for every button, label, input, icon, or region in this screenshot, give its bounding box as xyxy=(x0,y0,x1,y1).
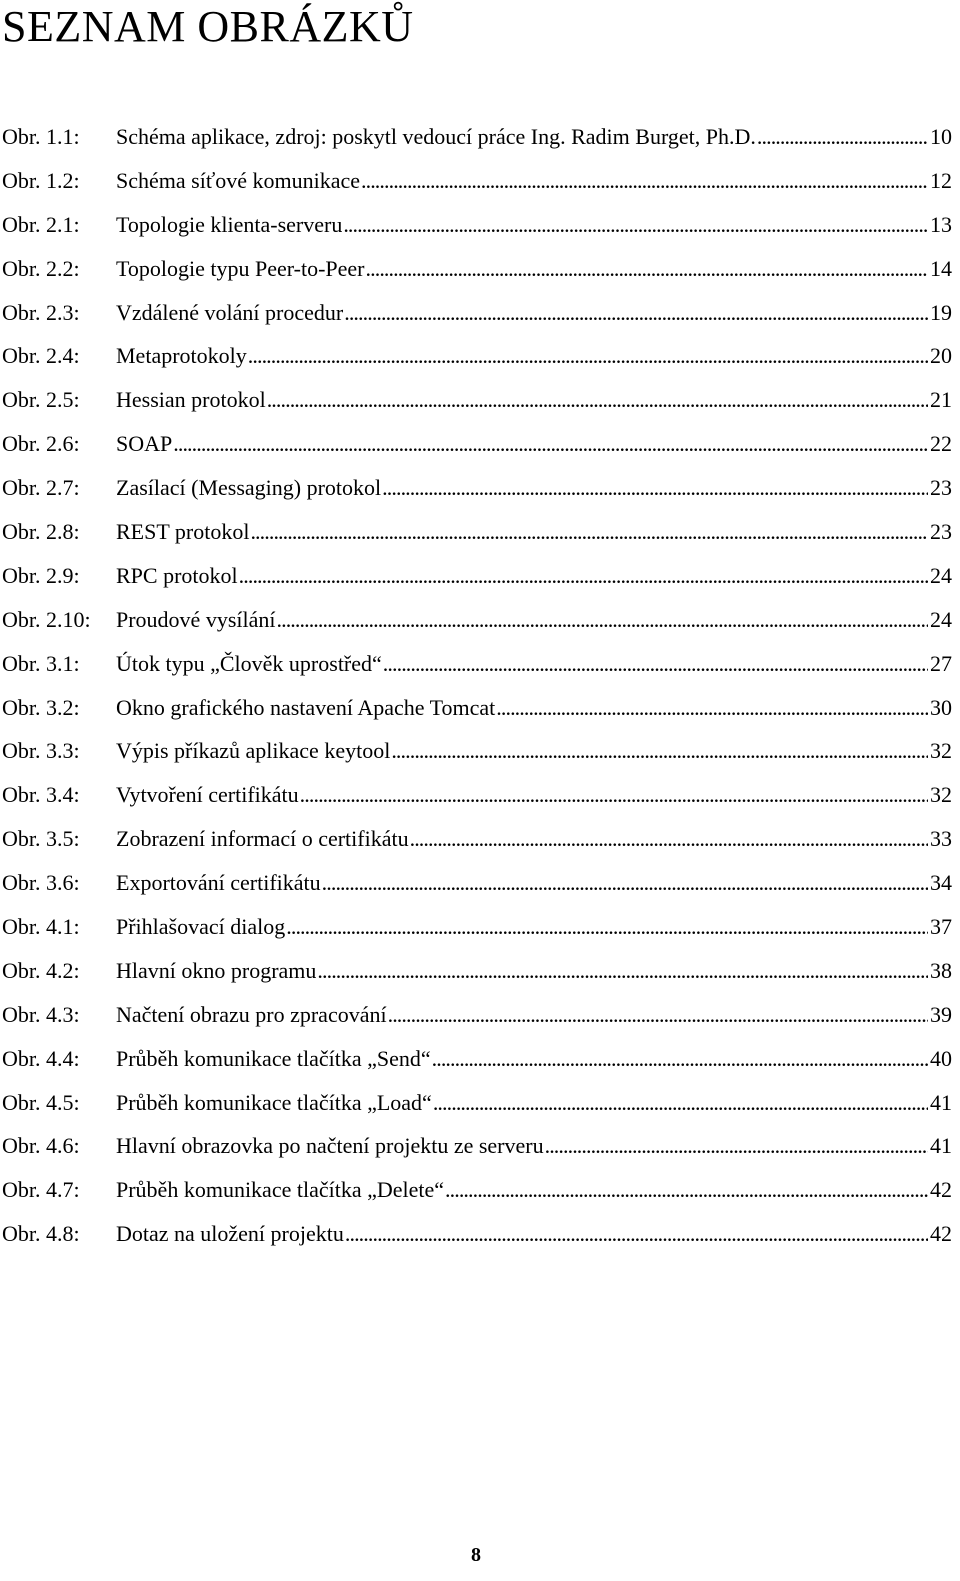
figure-title: Dotaz na uložení projektu xyxy=(116,1221,344,1247)
figure-number: Obr. 4.1: xyxy=(2,914,80,940)
toc-entry[interactable] xyxy=(2,1212,952,1256)
figure-number: Obr. 3.4: xyxy=(2,782,80,808)
figure-number: Obr. 3.5: xyxy=(2,826,80,852)
figure-number: Obr. 4.4: xyxy=(2,1045,80,1071)
figure-title: SOAP xyxy=(116,431,173,457)
toc-entry[interactable] xyxy=(2,598,952,642)
page-number: 8 xyxy=(471,1544,481,1566)
figure-number: Obr. 4.5: xyxy=(2,1089,80,1115)
figure-number: Obr. 2.2: xyxy=(2,255,80,281)
figure-page-number: 42 xyxy=(930,1177,952,1203)
dot-leader xyxy=(433,1081,928,1125)
figure-title: Průběh komunikace tlačítka „Delete“ xyxy=(116,1177,445,1203)
figure-number: Obr. 4.7: xyxy=(2,1177,80,1203)
figure-page-number: 24 xyxy=(930,562,952,588)
toc-entry[interactable] xyxy=(2,378,952,422)
figure-page-number: 27 xyxy=(930,650,952,676)
toc-entry[interactable] xyxy=(2,1124,952,1168)
figure-title: Načtení obrazu pro zpracování xyxy=(116,1001,387,1027)
figure-title: Exportování certifikátu xyxy=(116,870,321,896)
figure-page-number: 41 xyxy=(930,1133,952,1159)
toc-entry[interactable] xyxy=(2,686,952,730)
figure-page-number: 20 xyxy=(930,343,952,369)
figure-title: Útok typu „Člověk uprostřed“ xyxy=(116,650,382,676)
figure-title: Přihlašovací dialog xyxy=(116,914,286,940)
toc-entry[interactable] xyxy=(2,115,952,159)
dot-leader xyxy=(391,729,928,773)
figure-number: Obr. 2.3: xyxy=(2,299,80,325)
figure-number: Obr. 2.7: xyxy=(2,475,80,501)
figure-page-number: 13 xyxy=(930,211,952,237)
figure-title: Průběh komunikace tlačítka „Send“ xyxy=(116,1045,431,1071)
figure-title: Hlavní obrazovka po načtení projektu ze serveru xyxy=(116,1133,544,1159)
dot-leader xyxy=(322,861,928,905)
figure-title: Průběh komunikace tlačítka „Load“ xyxy=(116,1089,432,1115)
dot-leader xyxy=(277,598,929,642)
figure-title: Hlavní okno programu xyxy=(116,957,317,983)
toc-entry[interactable] xyxy=(2,466,952,510)
dot-leader xyxy=(300,773,928,817)
figure-title: Hessian protokol xyxy=(116,387,266,413)
toc-entry[interactable] xyxy=(2,291,952,335)
toc-entry[interactable] xyxy=(2,993,952,1037)
toc-entry[interactable] xyxy=(2,510,952,554)
dot-leader xyxy=(757,115,928,159)
figure-page-number: 42 xyxy=(930,1221,952,1247)
toc-entry[interactable] xyxy=(2,729,952,773)
list-of-figures xyxy=(2,115,952,1256)
figure-number: Obr. 3.6: xyxy=(2,870,80,896)
figure-page-number: 33 xyxy=(930,826,952,852)
dot-leader xyxy=(432,1037,928,1081)
figure-number: Obr. 4.2: xyxy=(2,957,80,983)
toc-entry[interactable] xyxy=(2,334,952,378)
figure-page-number: 10 xyxy=(930,124,952,149)
dot-leader xyxy=(248,334,928,378)
figure-title: Topologie klienta-serveru xyxy=(116,211,343,237)
figure-page-number: 23 xyxy=(930,519,952,545)
figure-number: Obr. 4.6: xyxy=(2,1133,80,1159)
figure-title: Topologie typu Peer-to-Peer xyxy=(116,255,365,281)
figure-number: Obr. 2.4: xyxy=(2,343,80,369)
page-title: SEZNAM OBRÁZKŮ xyxy=(2,2,414,51)
figure-page-number: 19 xyxy=(930,299,952,325)
toc-entry[interactable] xyxy=(2,949,952,993)
figure-page-number: 14 xyxy=(930,255,952,281)
toc-entry[interactable] xyxy=(2,1168,952,1212)
dot-leader xyxy=(267,378,928,422)
figure-number: Obr. 2.6: xyxy=(2,431,80,457)
figure-page-number: 39 xyxy=(930,1001,952,1027)
dot-leader xyxy=(382,466,928,510)
figure-title: Okno grafického nastavení Apache Tomcat xyxy=(116,694,496,720)
dot-leader xyxy=(173,422,928,466)
dot-leader xyxy=(410,817,928,861)
figure-page-number: 12 xyxy=(930,167,952,193)
dot-leader xyxy=(496,686,928,730)
dot-leader xyxy=(445,1168,928,1212)
figure-number: Obr. 3.3: xyxy=(2,738,80,764)
dot-leader xyxy=(239,554,928,598)
figure-number: Obr. 2.10: xyxy=(2,606,91,632)
figure-number: Obr. 3.1: xyxy=(2,650,80,676)
figure-page-number: 30 xyxy=(930,694,952,720)
figure-number: Obr. 1.2: xyxy=(2,167,80,193)
figure-page-number: 40 xyxy=(930,1045,952,1071)
figure-page-number: 34 xyxy=(930,870,952,896)
figure-title: Proudové vysílání xyxy=(116,606,276,632)
toc-entry[interactable] xyxy=(2,773,952,817)
dot-leader xyxy=(250,510,928,554)
figure-title: Výpis příkazů aplikace keytool xyxy=(116,738,391,764)
figure-page-number: 24 xyxy=(930,606,952,632)
figure-title: Schéma aplikace, zdroj: poskytl vedoucí práce Ing. Radim Burget, Ph.D. xyxy=(116,124,756,149)
figure-title: Schéma síťové komunikace xyxy=(116,167,360,193)
figure-page-number: 21 xyxy=(930,387,952,413)
dot-leader xyxy=(343,203,928,247)
figure-page-number: 38 xyxy=(930,957,952,983)
dot-leader xyxy=(286,905,928,949)
toc-entry[interactable] xyxy=(2,554,952,598)
dot-leader xyxy=(344,291,928,335)
figure-page-number: 41 xyxy=(930,1089,952,1115)
figure-number: Obr. 3.2: xyxy=(2,694,80,720)
toc-entry[interactable] xyxy=(2,817,952,861)
dot-leader xyxy=(361,159,928,203)
figure-number: Obr. 4.8: xyxy=(2,1221,80,1247)
figure-number: Obr. 4.3: xyxy=(2,1001,80,1027)
figure-number: Obr. 2.5: xyxy=(2,387,80,413)
dot-leader xyxy=(366,247,928,291)
dot-leader xyxy=(388,993,928,1037)
dot-leader xyxy=(345,1212,928,1256)
figure-number: Obr. 2.1: xyxy=(2,211,80,237)
toc-entry[interactable] xyxy=(2,642,952,686)
toc-entry[interactable] xyxy=(2,247,952,291)
figure-page-number: 37 xyxy=(930,914,952,940)
toc-entry[interactable] xyxy=(2,861,952,905)
figure-title: Vytvoření certifikátu xyxy=(116,782,299,808)
figure-page-number: 23 xyxy=(930,475,952,501)
figure-title: Vzdálené volání procedur xyxy=(116,299,344,325)
dot-leader xyxy=(383,642,928,686)
toc-entry[interactable] xyxy=(2,905,952,949)
figure-title: REST protokol xyxy=(116,519,250,545)
dot-leader xyxy=(317,949,928,993)
figure-title: Metaprotokoly xyxy=(116,343,247,369)
figure-page-number: 32 xyxy=(930,782,952,808)
toc-entry[interactable] xyxy=(2,1081,952,1125)
toc-entry[interactable] xyxy=(2,1037,952,1081)
figure-title: RPC protokol xyxy=(116,562,238,588)
figure-number: Obr. 2.9: xyxy=(2,562,80,588)
figure-number: Obr. 1.1: xyxy=(2,124,80,149)
toc-entry[interactable] xyxy=(2,203,952,247)
toc-entry[interactable] xyxy=(2,422,952,466)
figure-title: Zasílací (Messaging) protokol xyxy=(116,475,382,501)
dot-leader xyxy=(545,1124,928,1168)
figure-number: Obr. 2.8: xyxy=(2,519,80,545)
figure-title: Zobrazení informací o certifikátu xyxy=(116,826,409,852)
figure-page-number: 22 xyxy=(930,431,952,457)
toc-entry[interactable] xyxy=(2,159,952,203)
figure-page-number: 32 xyxy=(930,738,952,764)
